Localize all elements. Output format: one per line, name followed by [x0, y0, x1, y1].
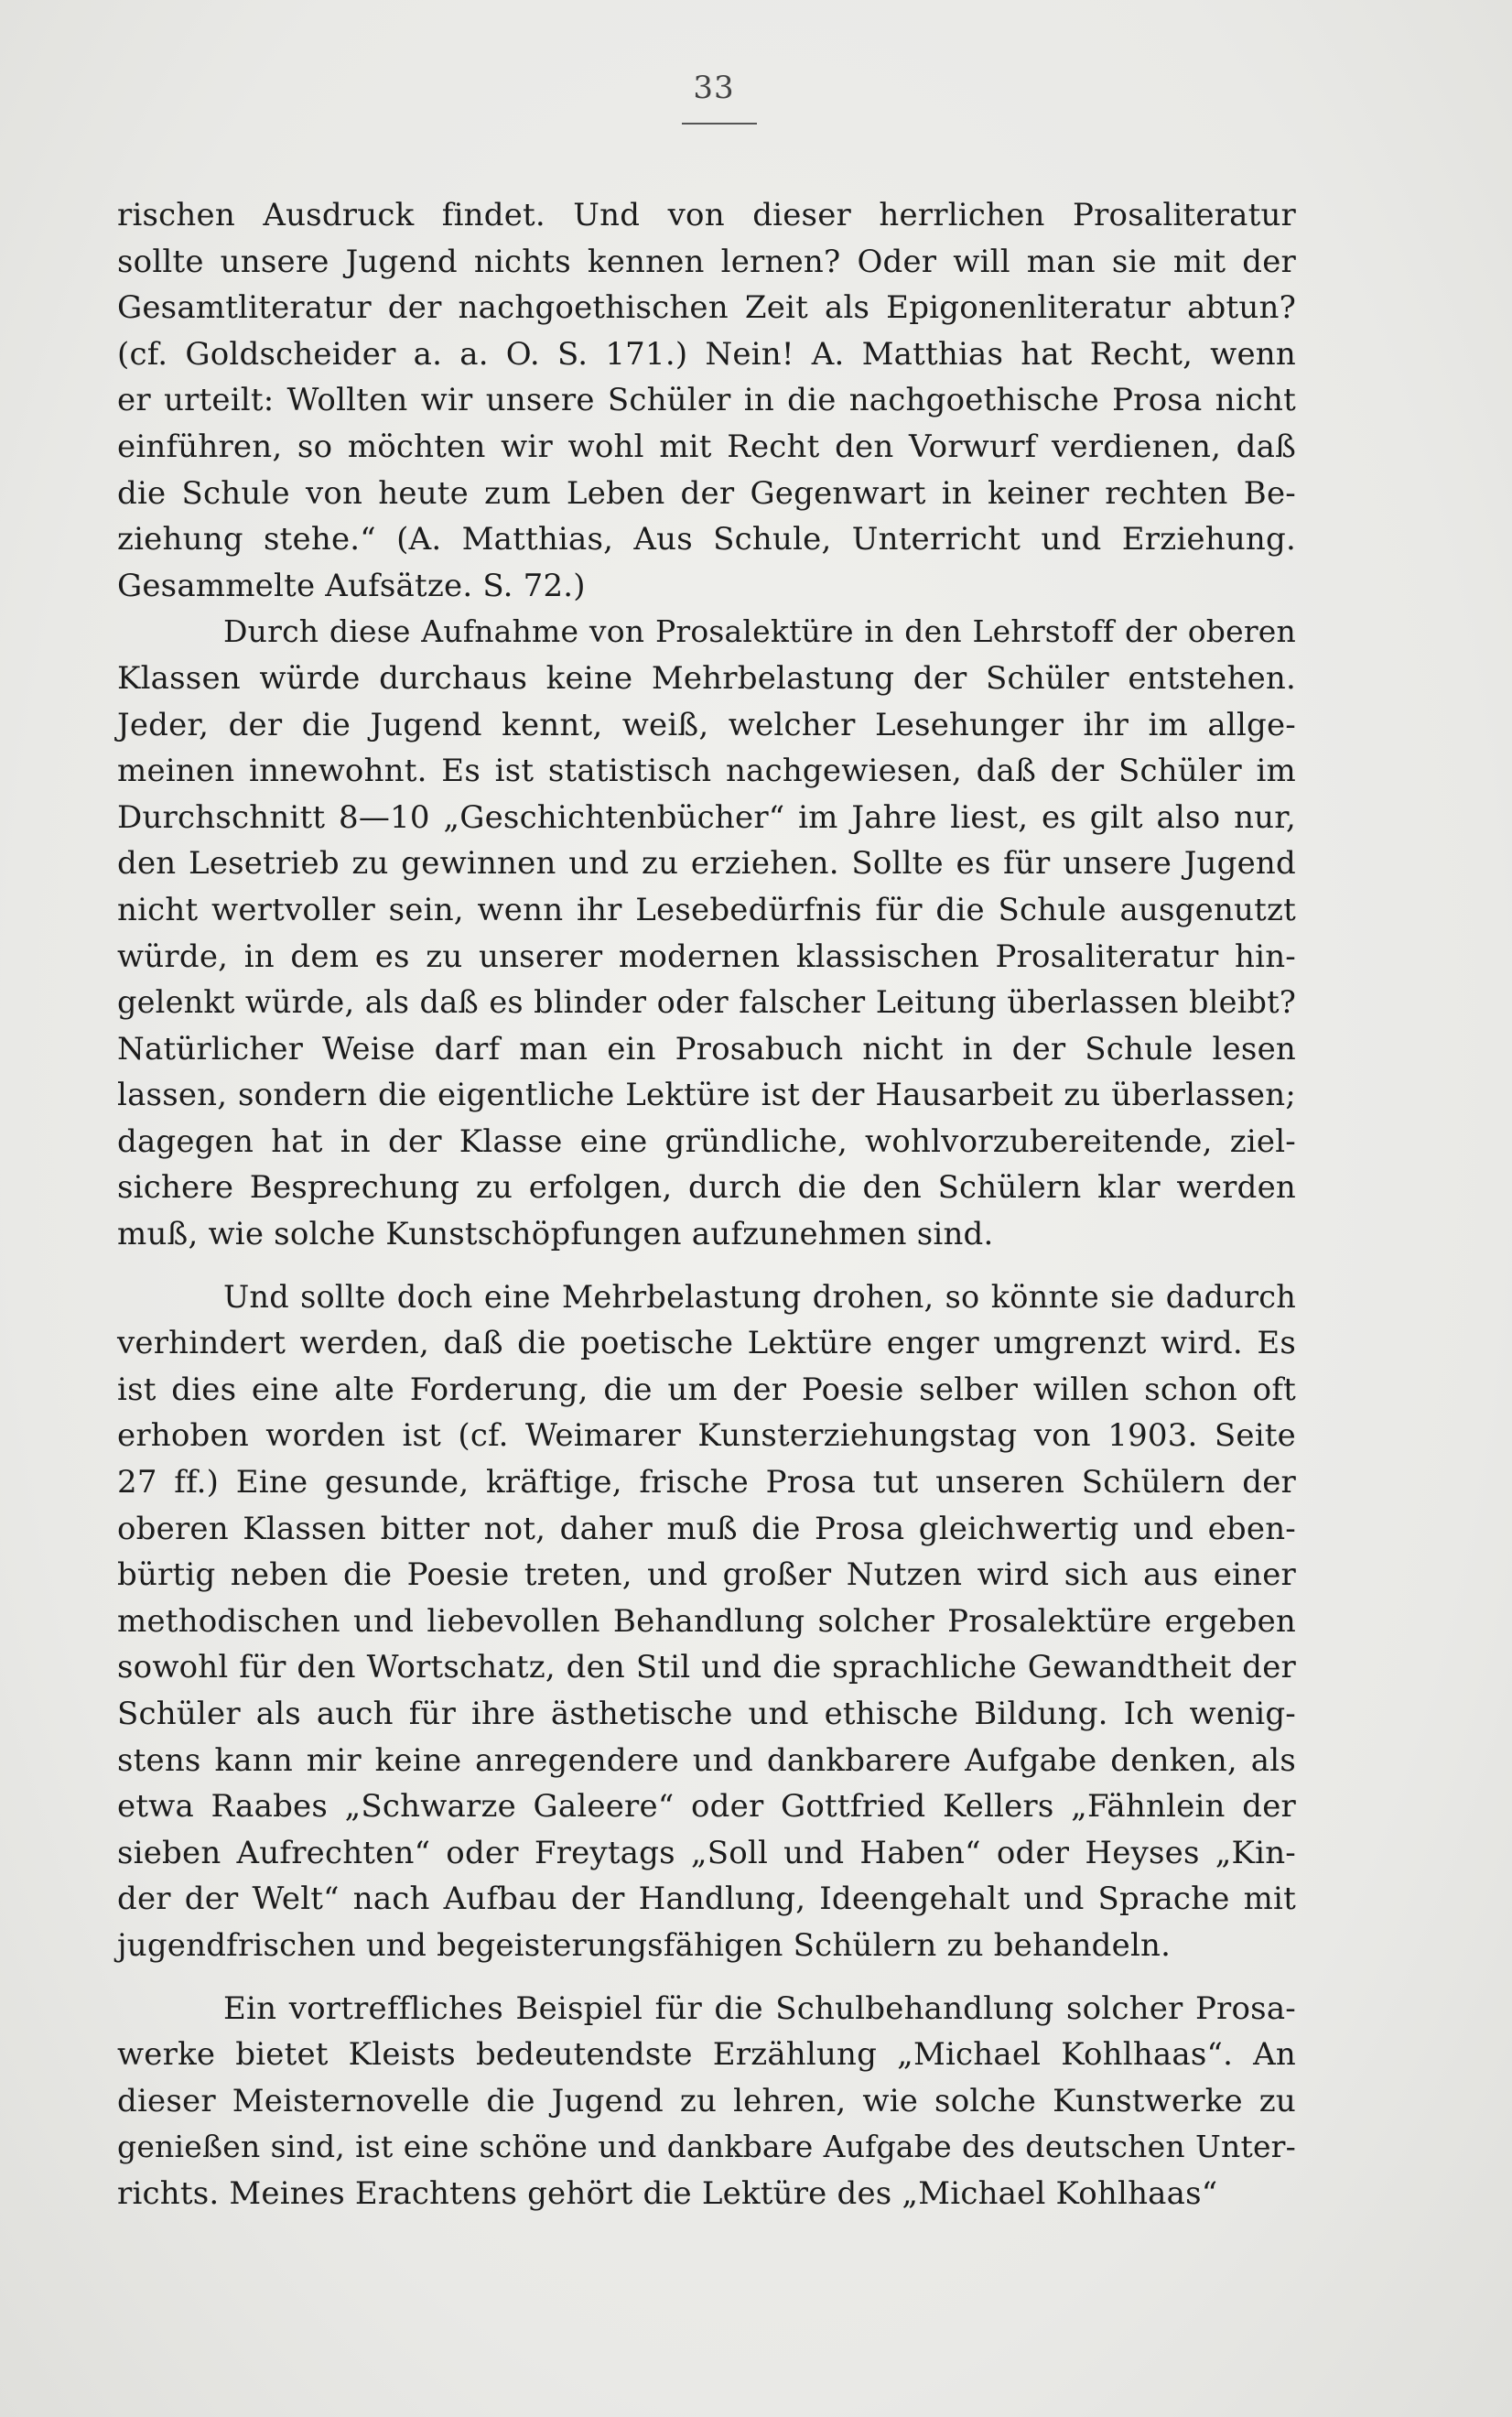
page-number: 33 — [693, 70, 735, 106]
text-line: lassen, sondern die eigentliche Lektüre ist der Hausarbeit zu überlassen; — [117, 1077, 1296, 1114]
text-line: Durch diese Aufnahme von Prosalektüre in den Lehrstoff der oberen — [223, 613, 1296, 650]
body-text — [117, 192, 1296, 2217]
text-line: gelenkt würde, als daß es blinder oder falscher Leitung überlassen bleibt? — [117, 984, 1296, 1021]
text-line: genießen sind, ist eine schöne und dankbare Aufgabe des deutschen Unter- — [117, 2129, 1296, 2165]
text-line: sieben Aufrechten“ oder Freytags „Soll und Haben“ oder Heyses „Kin- — [117, 1834, 1296, 1871]
text-line: richts. Meines Erachtens gehört die Lektüre des „Michael Kohlhaas“ — [117, 2174, 1218, 2212]
text-line: sollte unsere Jugend nichts kennen lernen? Oder will man sie mit der — [117, 243, 1296, 280]
text-line: würde, in dem es zu unserer modernen klassischen Prosaliteratur hin- — [117, 938, 1296, 975]
text-line: sichere Besprechung zu erfolgen, durch die den Schülern klar werden — [117, 1169, 1296, 1207]
text-line: etwa Raabes „Schwarze Galeere“ oder Gottfried Kellers „Fähnlein der — [117, 1788, 1296, 1826]
text-line: Gesammelte Aufsätze. S. 72.) — [117, 567, 586, 604]
text-line: verhindert werden, daß die poetische Lektüre enger umgrenzt wird. Es — [117, 1325, 1296, 1362]
text-line: meinen innewohnt. Es ist statistisch nachgewiesen, daß der Schüler im — [117, 753, 1296, 790]
text-line: nicht wertvoller sein, wenn ihr Lesebedürfnis für die Schule ausgenutzt — [117, 891, 1296, 928]
text-line: Ein vortreffliches Beispiel für die Schulbehandlung solcher Prosa- — [223, 1989, 1296, 2027]
paragraph — [117, 609, 1296, 1257]
paragraph — [117, 1274, 1296, 1969]
text-line: einführen, so möchten wir wohl mit Recht den Vorwurf verdienen, daß — [117, 428, 1296, 465]
text-line: Jeder, der die Jugend kennt, weiß, welcher Lesehunger ihr im allge- — [117, 706, 1296, 743]
text-line: ziehung stehe.“ (A. Matthias, Aus Schule, Unterricht und Erziehung. — [117, 521, 1296, 558]
text-line: muß, wie solche Kunstschöpfungen aufzunehmen sind. — [117, 1216, 994, 1253]
text-line: oberen Klassen bitter not, daher muß die Prosa gleichwertig und eben- — [117, 1510, 1296, 1547]
text-line: Durchschnitt 8—10 „Geschichtenbücher“ im Jahre liest, es gilt also nur, — [117, 798, 1296, 836]
text-line: dagegen hat in der Klasse eine gründliche, wohlvorzubereitende, ziel- — [117, 1122, 1296, 1160]
text-line: rischen Ausdruck findet. Und von dieser herrlichen Prosaliteratur — [117, 197, 1296, 233]
text-line: der der Welt“ nach Aufbau der Handlung, Ideengehalt und Sprache mit — [117, 1880, 1296, 1918]
text-line: Und sollte doch eine Mehrbelastung drohen, so könnte sie dadurch — [223, 1278, 1296, 1315]
text-line: den Lesetrieb zu gewinnen und zu erziehen. Sollte es für unsere Jugend — [117, 845, 1296, 883]
paragraph-gap — [117, 1969, 1296, 1986]
text-line: die Schule von heute zum Leben der Gegenwart in keiner rechten Be- — [117, 474, 1296, 512]
text-line: werke bietet Kleists bedeutendste Erzählung „Michael Kohlhaas“. An — [117, 2036, 1296, 2074]
text-line: jugendfrischen und begeisterungsfähigen Schülern zu behandeln. — [117, 1926, 1172, 1964]
text-line: bürtig neben die Poesie treten, und großer Nutzen wird sich aus einer — [117, 1556, 1296, 1594]
text-line: er urteilt: Wollten wir unsere Schüler in die nachgoethische Prosa nicht — [117, 382, 1296, 419]
text-line: Gesamtliteratur der nachgoethischen Zeit als Epigonenliteratur abtun? — [117, 289, 1296, 327]
page-number-rule — [682, 123, 757, 125]
text-line: (cf. Goldscheider a. a. O. S. 171.) Nein! A. Matthias hat Recht, wenn — [117, 335, 1296, 373]
text-line: Schüler als auch für ihre ästhetische und ethische Bildung. Ich wenig- — [117, 1696, 1296, 1732]
paragraph-gap — [117, 1258, 1296, 1274]
paragraph — [117, 1986, 1296, 2217]
text-line: dieser Meisternovelle die Jugend zu lehren, wie solche Kunstwerke zu — [117, 2082, 1296, 2119]
text-line: stens kann mir keine anregendere und dankbarere Aufgabe denken, als — [117, 1741, 1296, 1779]
text-line: Klassen würde durchaus keine Mehrbelastung der Schüler entstehen. — [117, 659, 1296, 697]
text-line: methodischen und liebevollen Behandlung solcher Prosalektüre ergeben — [117, 1602, 1296, 1640]
text-line: 27 ff.) Eine gesunde, kräftige, frische Prosa tut unseren Schülern der — [117, 1464, 1296, 1501]
paragraph — [117, 192, 1296, 609]
text-line: ist dies eine alte Forderung, die um der Poesie selber willen schon oft — [117, 1371, 1296, 1408]
text-line: sowohl für den Wortschatz, den Stil und die sprachliche Gewandtheit der — [117, 1649, 1296, 1686]
text-line: Natürlicher Weise darf man ein Prosabuch nicht in der Schule lesen — [117, 1030, 1296, 1068]
text-line: erhoben worden ist (cf. Weimarer Kunsterziehungstag von 1903. Seite — [117, 1417, 1296, 1455]
